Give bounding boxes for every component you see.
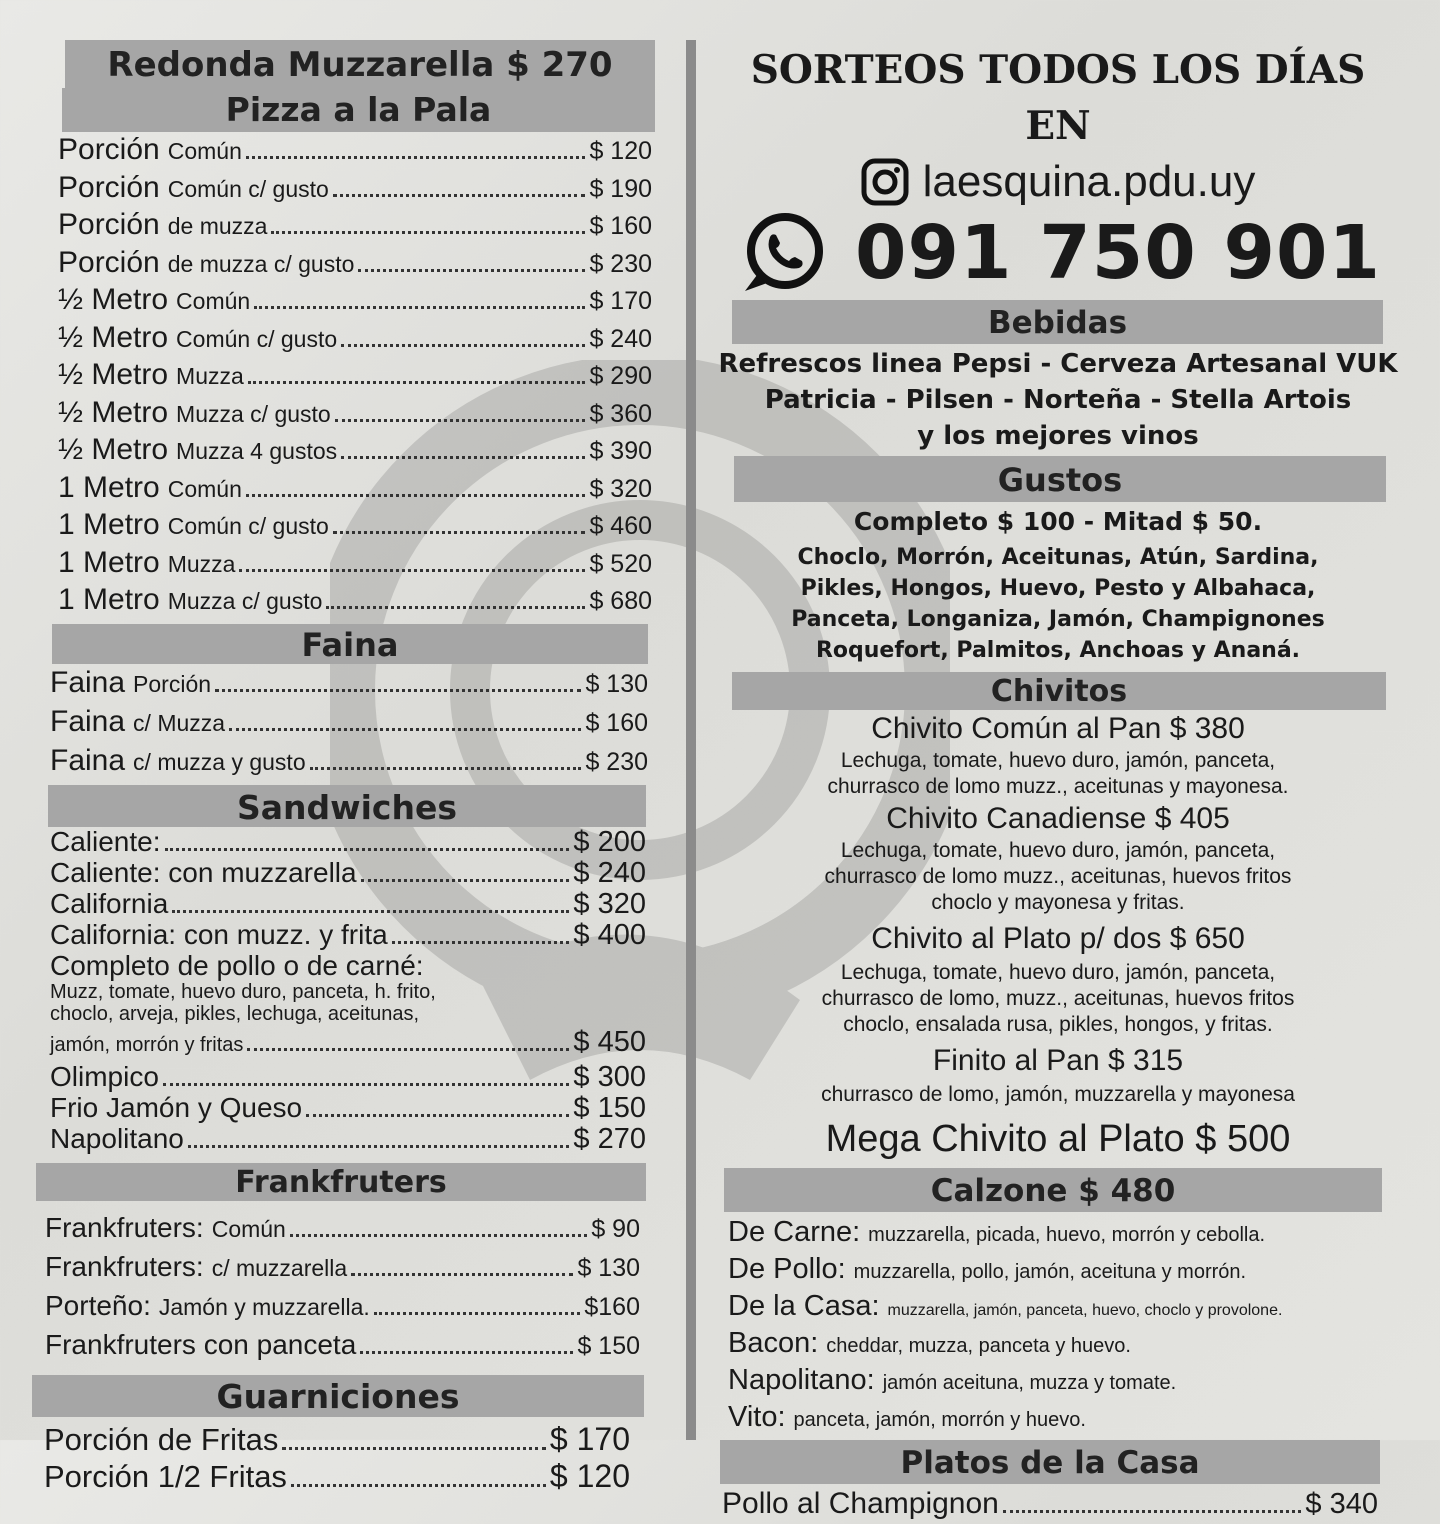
pala-item-name: Porción [58,245,160,279]
faina-item-detail: c/ Muzza [133,709,226,736]
pala-item [58,357,652,395]
calzone-list [718,1216,1398,1434]
sandwich-item-name: Napolitano [50,1122,184,1154]
sandwich-item [50,827,646,858]
sandwich-item-name: Caliente: con muzzarella [50,856,357,888]
pala-item-name: Porción [58,208,160,241]
frank-item-name: Porteño: [45,1289,151,1321]
guarniciones-header: Guarniciones [32,1375,644,1417]
completo-desc-2: choclo, arveja, pikles, lechuga, aceitunas, [50,1002,420,1025]
pala-item-name: 1 Metro [58,545,160,579]
sandwich-item-name: California: con muzz. y frita [50,918,388,950]
pala-item-price: $ 230 [589,249,652,278]
dot-leader [188,1145,570,1148]
calzone-item-desc: muzzarella, pollo, jamón, aceituna y morrón. [853,1261,1247,1283]
sandwich-item [50,1124,646,1155]
dot-leader [310,767,582,770]
pala-item-detail: Común c/ gusto [176,325,338,352]
dot-leader [163,1083,570,1086]
frank-item-detail: Común [211,1215,286,1242]
gustos-line-1: Choclo, Morrón, Aceitunas, Atún, Sardina, [797,545,1319,570]
pala-item-detail: Muzza 4 gustos [176,438,338,464]
sandwich-item [50,1093,646,1124]
calzone-item-desc: panceta, jamón, morrón y huevo. [793,1409,1086,1431]
dot-leader [341,456,585,459]
pala-item-detail: Muzza c/ gusto [176,400,331,427]
pala-item-price: $ 520 [589,549,652,578]
frank-item-detail: Jamón y muzzarella. [158,1293,370,1320]
sandwiches-header: Sandwiches [48,785,646,827]
dot-leader [282,1447,546,1450]
column-divider [686,40,696,1440]
calzone-item-name: De la Casa: [728,1290,880,1322]
finito-desc: churrasco de lomo, jamón, muzzarella y mayonesa [821,1083,1295,1106]
sandwich-item [50,920,646,951]
pala-item-name: 1 Metro [58,470,160,504]
dot-leader [392,941,570,944]
bebidas-header: Bebidas [732,300,1383,344]
completo-row [50,1025,646,1062]
pala-item-detail: Común c/ gusto [167,513,329,539]
dot-leader [1003,1510,1302,1513]
pala-item-price: $ 190 [589,174,652,203]
frank-item-price: $ 130 [577,1253,640,1282]
pala-item [58,282,652,320]
chivito-plato-desc-1: Lechuga, tomate, huevo duro, jamón, panceta, [840,961,1276,984]
sandwich-item-price: $ 240 [573,856,646,889]
dot-leader [351,1273,573,1276]
guarnicion-item [44,1421,630,1458]
sorteos-heading: SORTEOS TODOS LOS DÍAS EN [750,47,1366,149]
completo-desc-3: jamón, morrón y fritas [50,1033,244,1056]
faina-item-detail: Porción [133,670,212,697]
faina-item-name: Faina [50,665,126,699]
pala-item-name: Porción [58,170,160,204]
pala-item-price: $ 170 [589,287,652,315]
pala-item-price: $ 360 [589,399,652,428]
pala-item-name: ½ Metro [58,283,169,316]
pala-item-detail: Común [176,288,251,314]
chivito-comun-title: Chivito Común al Pan $ 380 [871,712,1245,745]
dot-leader [229,728,581,731]
pala-item-name: 1 Metro [58,508,160,541]
guarnicion-item-price: $ 120 [549,1457,630,1494]
chivitos-header: Chivitos [732,672,1386,710]
calzone-item-desc: jamón aceituna, muzza y tomate. [882,1372,1177,1394]
dot-leader [306,1114,569,1117]
calzone-item-name: Bacon: [728,1327,819,1359]
dot-leader [360,1351,573,1354]
gustos-line-4: Roquefort, Palmitos, Anchoas y Ananá. [815,638,1301,663]
chivito-comun-desc-1: Lechuga, tomate, huevo duro, jamón, panceta, [840,749,1276,772]
frank-item-name: Frankfruters con panceta [45,1328,357,1360]
frank-item-name: Frankfruters: [45,1211,204,1243]
chivito-canadiense-title: Chivito Canadiense $ 405 [886,802,1230,835]
frank-item-price: $ 150 [577,1331,640,1360]
guarnicion-item-name: Porción de Fritas [44,1421,279,1457]
guarniciones-list [44,1421,630,1495]
guarnicion-item [44,1458,630,1495]
dot-leader [341,344,585,347]
calzone-header: Calzone $ 480 [724,1168,1382,1212]
pala-item-price: $ 390 [589,437,652,465]
sandwich-item-name: Frio Jamón y Queso [50,1091,303,1123]
faina-item-price: $ 130 [585,669,648,698]
sandwich-item-price: $ 320 [573,887,646,920]
pala-item-detail: Común c/ gusto [167,175,329,202]
instagram-row[interactable] [718,154,1398,210]
phone-number: 091 750 901 [855,210,1381,296]
pala-item [58,507,652,545]
dot-leader [248,381,586,384]
dot-leader [165,848,570,851]
calzone-item-name: De Carne: [728,1216,861,1248]
chivito-plato-title: Chivito al Plato p/ dos $ 650 [871,922,1245,955]
calzone-item [728,1327,1398,1360]
whatsapp-icon [735,213,829,293]
pizza-pala-list [58,132,652,620]
frank-item-detail: c/ muzzarella [211,1254,348,1281]
completo-title: Completo de pollo o de carné: [50,949,424,981]
chivito-canadiense-desc-2: churrasco de lomo muzz., aceitunas, huevos fritos [824,865,1292,888]
dot-leader [358,269,585,272]
bebidas-line-2: Patricia - Pilsen - Norteña - Stella Artois [764,385,1352,415]
faina-item [50,742,648,781]
mega-chivito: Mega Chivito al Plato $ 500 [825,1118,1291,1160]
pala-item-name: ½ Metro [58,395,169,429]
instagram-handle: laesquina.pdu.uy [922,157,1256,206]
pala-item-detail: Muzza [167,550,236,577]
frank-item-price: $160 [584,1292,640,1321]
chivito-comun-desc-2: churrasco de lomo muzz., aceitunas y mayonesa. [827,775,1289,798]
sandwich-item-price: $ 200 [573,825,646,858]
sandwiches-list [50,827,646,1155]
pala-item-detail: Muzza c/ gusto [167,588,323,614]
pala-item [58,207,652,245]
pala-item-name: Porción [58,133,160,166]
guarnicion-item-name: Porción 1/2 Fritas [44,1458,287,1494]
faina-item-detail: c/ muzza y gusto [133,748,306,775]
pala-item [58,582,652,620]
pala-item-detail: Común [167,475,242,502]
whatsapp-row[interactable] [718,210,1398,296]
faina-item-name: Faina [50,743,126,777]
sandwich-item-name: Caliente: [50,825,161,857]
pala-item [58,395,652,433]
chivito-canadiense-desc-3: choclo y mayonesa y fritas. [931,891,1185,914]
platos-header: Platos de la Casa [720,1440,1380,1484]
gustos-line-2: Pikles, Hongos, Huevo, Pesto y Albahaca, [800,576,1316,601]
dot-leader [247,1048,569,1051]
redonda-banner: Redonda Muzzarella $ 270 [65,40,655,88]
dot-leader [291,1484,546,1487]
calzone-item-desc: cheddar, muzza, panceta y huevo. [826,1335,1131,1357]
frank-item [45,1326,640,1365]
sandwich-item [50,889,646,920]
pala-item-detail: Común [167,138,242,164]
sandwich-item-price: $ 270 [573,1122,646,1155]
calzone-item-name: De Pollo: [728,1253,846,1285]
chivito-plato-desc-3: choclo, ensalada rusa, pikles, hongos, y fritas. [843,1013,1273,1036]
frankfruters-list [45,1209,640,1365]
pala-item-name: 1 Metro [58,583,160,616]
calzone-item [728,1216,1398,1249]
pala-item-price: $ 680 [589,587,652,615]
pala-item-price: $ 320 [589,474,652,503]
calzone-item [728,1253,1398,1286]
sandwich-item-name: Olimpico [50,1060,159,1092]
dot-leader [254,306,585,309]
platos-first-name: Pollo al Champignon [722,1487,999,1520]
bebidas-line-3: y los mejores vinos [917,421,1199,451]
sandwich-item-name: California [50,887,169,919]
dot-leader [333,531,586,534]
left-column [30,40,660,1495]
pala-item [58,545,652,583]
pala-item [58,245,652,283]
dot-leader [290,1234,587,1237]
dot-leader [361,879,570,882]
calzone-item-desc: muzzarella, picada, huevo, morrón y cebolla. [868,1224,1266,1246]
pala-item-detail: Muzza [176,363,244,389]
dot-leader [246,156,586,159]
dot-leader [333,194,586,197]
pala-item-detail: de muzza c/ gusto [167,250,355,277]
platos-first-price: $ 340 [1305,1488,1378,1520]
instagram-icon [861,158,909,206]
gustos-header: Gustos [734,456,1386,502]
completo-price: $ 450 [573,1025,646,1058]
pala-item [58,320,652,358]
calzone-item [728,1290,1398,1323]
dot-leader [335,419,586,422]
frank-item-name: Frankfruters: [45,1250,204,1282]
pala-item-price: $ 240 [589,324,652,353]
sandwich-item-price: $ 400 [573,918,646,951]
pala-item [58,170,652,208]
calzone-item-desc: muzzarella, jamón, panceta, huevo, choclo y provolone. [887,1302,1283,1319]
calzone-item [728,1364,1398,1397]
faina-item-name: Faina [50,704,126,738]
faina-item [50,703,648,742]
chivito-plato-desc-2: churrasco de lomo, muzz., aceitunas, huevos fritos [821,987,1295,1010]
completo-desc-1: Muzz, tomate, huevo duro, panceta, h. frito, [50,980,436,1003]
calzone-item [728,1401,1398,1434]
chivito-canadiense-desc-1: Lechuga, tomate, huevo duro, jamón, panceta, [840,839,1276,862]
guarnicion-item-price: $ 170 [549,1420,630,1457]
bebidas-line-1: Refrescos linea Pepsi - Cerveza Artesanal VUK [718,349,1398,379]
sandwich-item [50,858,646,889]
platos-first-row [722,1484,1378,1524]
pala-item [58,432,652,470]
faina-list [50,664,648,781]
sandwich-item [50,1062,646,1093]
dot-leader [374,1312,581,1315]
pizza-pala-header: Pizza a la Pala [62,88,655,132]
pala-item-price: $ 290 [589,362,652,390]
pala-item-price: $ 160 [589,212,652,240]
calzone-item-name: Vito: [728,1401,786,1433]
finito-title: Finito al Pan $ 315 [932,1044,1184,1077]
faina-item-price: $ 230 [585,747,648,776]
dot-leader [326,606,585,609]
frankfruters-header: Frankfruters [36,1163,646,1201]
faina-item [50,664,648,703]
dot-leader [172,910,569,913]
dot-leader [246,494,586,497]
pala-item-detail: de muzza [167,213,268,239]
frank-item [45,1287,640,1326]
dot-leader [271,231,585,234]
dot-leader [215,689,581,692]
pala-item-price: $ 120 [589,137,652,165]
faina-header: Faina [52,624,648,664]
frank-item [45,1248,640,1287]
pala-item [58,470,652,508]
pala-item-name: ½ Metro [58,433,169,466]
gustos-price: Completo $ 100 - Mitad $ 50. [853,507,1263,536]
sandwich-item-price: $ 300 [573,1060,646,1093]
sandwich-item-price: $ 150 [573,1091,646,1124]
frank-item [45,1209,640,1248]
right-column [718,40,1398,1524]
gustos-line-3: Panceta, Longaniza, Jamón, Champignones [791,607,1325,632]
pala-item [58,132,652,170]
dot-leader [239,569,585,572]
pala-item-name: ½ Metro [58,320,169,354]
calzone-item-name: Napolitano: [728,1364,875,1396]
faina-item-price: $ 160 [585,708,648,737]
pala-item-price: $ 460 [589,512,652,540]
pala-item-name: ½ Metro [58,358,169,391]
frank-item-price: $ 90 [591,1214,640,1243]
